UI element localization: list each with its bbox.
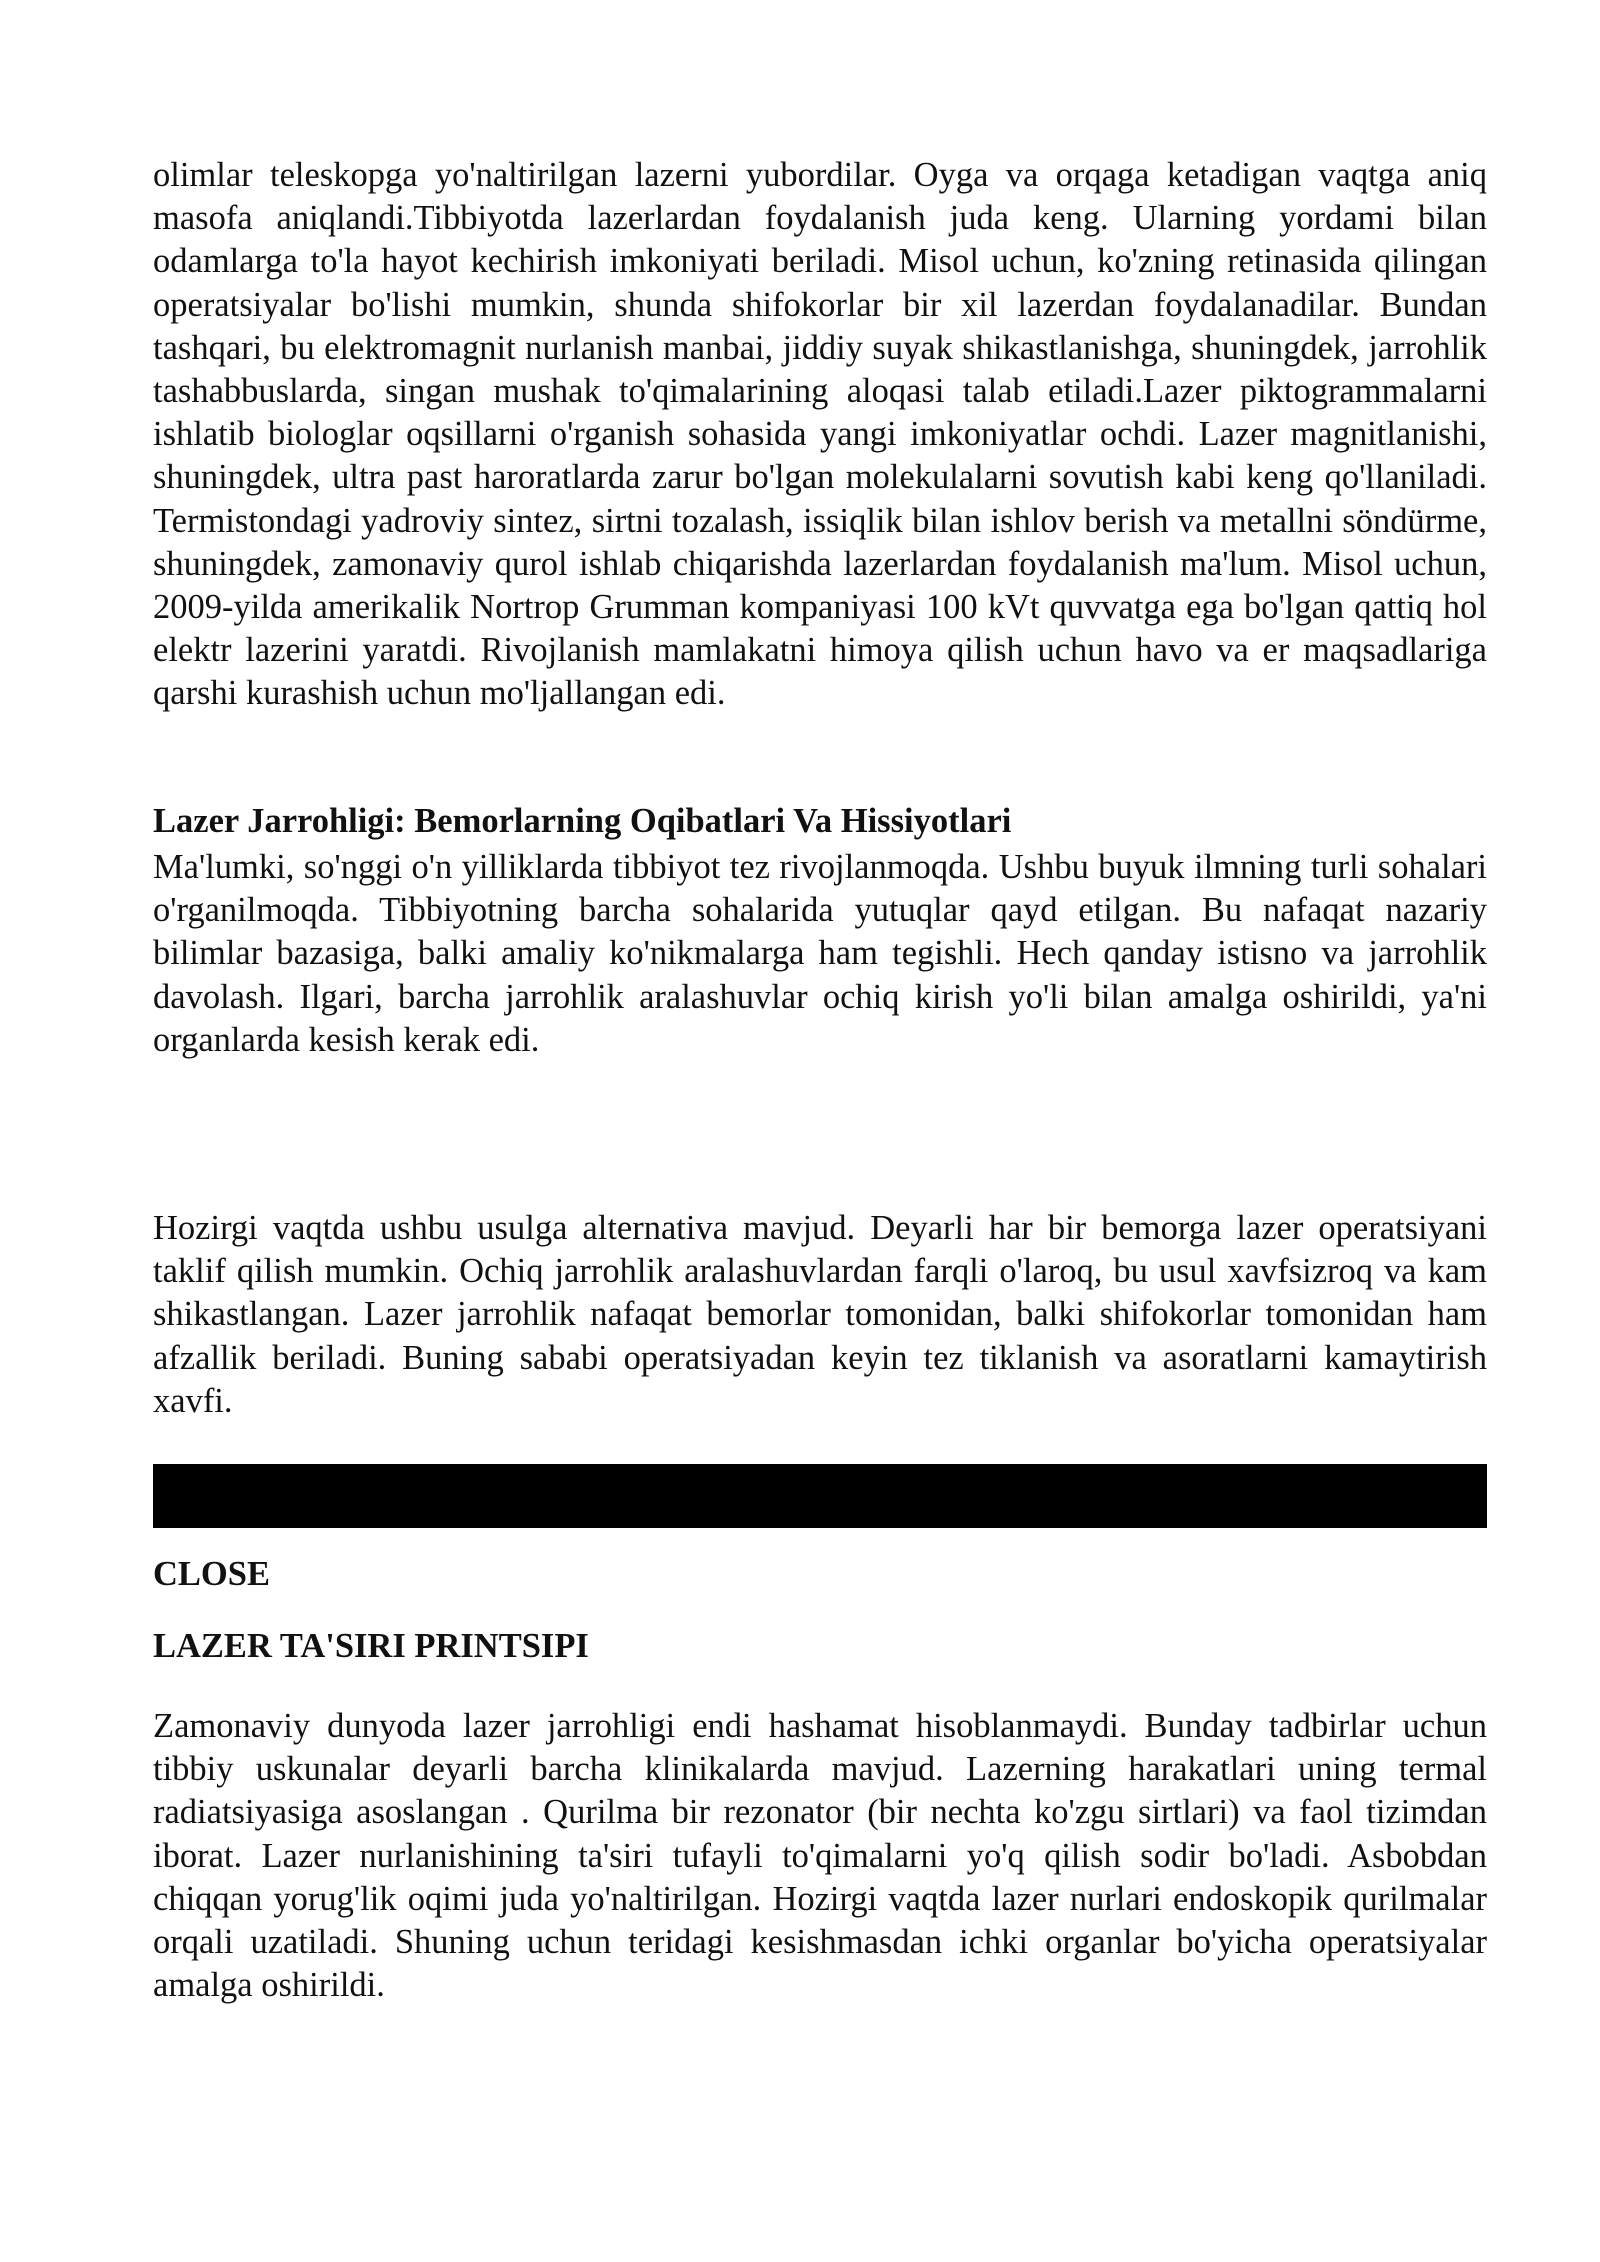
paragraph-medicine-progress: Ma'lumki, so'nggi o'n yilliklarda tibbiyot tez rivojlanmoqda. Ushbu buyuk ilmning turli sohalari o'rganilmoqda. Tibbiyotning barcha sohalarida yutuqlar qayd etilgan. Bu nafaqat nazariy bilimlar bazasiga, balki amaliy ko'nikmalarga ham tegishli. Hech qanday istisno va jarrohlik davolash. Ilgari, barcha jarrohlik aralashuvlar ochiq kirish yo'li bilan amalga oshirildi, ya'ni organlarda kesish kerak edi. (153, 848, 1487, 1059)
paragraph-alternative-method: Hozirgi vaqtda ushbu usulga alternativa mavjud. Deyarli har bir bemorga lazer operatsiyani taklif qilish mumkin. Ochiq jarrohlik aralashuvlardan farqli o'laroq, bu usul xavfsizroq va kam shikastlangan. Lazer jarrohlik nafaqat bemorlar tomonidan, balki shifokorlar tomonidan ham afzallik beriladi. Buning sababi operatsiyadan keyin tez tiklanish va asoratlarni kamaytirish xavfi. (153, 1209, 1487, 1420)
black-banner-bar (153, 1464, 1487, 1528)
section-heading-laser-principle: LAZER TA'SIRI PRINTSIPI (153, 1627, 589, 1665)
body-paragraph (153, 1705, 1487, 2007)
body-paragraph (153, 846, 1487, 1062)
close-block[interactable] (153, 1553, 1487, 1596)
section-heading-block (153, 800, 1487, 843)
section-heading-laser-surgery: Lazer Jarrohligi: Bemorlarning Oqibatlari Va Hissiyotlari (153, 802, 1012, 840)
body-paragraph (153, 154, 1487, 716)
paragraph-laser-principle: Zamonaviy dunyoda lazer jarrohligi endi hashamat hisoblanmaydi. Bunday tadbirlar uchun tibbiy uskunalar deyarli barcha klinikalarda mavjud. Lazerning harakatlari uning termal radiatsiyasiga asoslangan . Qurilma bir rezonator (bir nechta ko'zgu sirtlari) va faol tizimdan iborat. Lazer nurlanishining ta'siri tufayli to'qimalarni yo'q qilish sodir bo'ladi. Asbobdan chiqqan yorug'lik oqimi juda yo'naltirilgan. Hozirgi vaqtda lazer nurlari endoskopik qurilmalar orqali uzatiladi. Shuning uchun teridagi kesishmasdan ichki organlar bo'yicha operatsiyalar amalga oshirildi. (153, 1707, 1487, 2005)
body-paragraph (153, 1207, 1487, 1423)
section-heading-block (153, 1625, 1487, 1668)
paragraph-lasers-in-medicine: olimlar teleskopga yo'naltirilgan lazerni yubordilar. Oyga va orqaga ketadigan vaqtga aniq masofa aniqlandi.Tibbiyotda lazerlardan foydalanish juda keng. Ularning yordami bilan odamlarga to'la hayot kechirish imkoniyati beriladi. Misol uchun, ko'zning retinasida qilingan operatsiyalar bo'lishi mumkin, shunda shifokorlar bir xil lazerdan foydalanadilar. Bundan tashqari, bu elektromagnit nurlanish manbai, jiddiy suyak shikastlanishga, shuningdek, jarrohlik tashabbuslarda, singan mushak to'qimalarining aloqasi talab etiladi.Lazer piktogrammalarni ishlatib biologlar oqsillarni o'rganish sohasida yangi imkoniyatlar ochdi. Lazer magnitlanishi, shuningdek, ultra past haroratlarda zarur bo'lgan molekulalarni sovutish kabi keng qo'llaniladi. Termistondagi yadroviy sintez, sirtni tozalash, issiqlik bilan ishlov berish va metallni söndürme, shuningdek, zamonaviy qurol ishlab chiqarishda lazerlardan foydalanish ma'lum. Misol uchun, 2009-yilda amerikalik Nortrop Grumman kompaniyasi 100 kVt quvvatga ega bo'lgan qattiq hol elektr lazerini yaratdi. Rivojlanish mamlakatni himoya qilish uchun havo va er maqsadlariga qarshi kurashish uchun mo'ljallangan edi. (153, 156, 1487, 713)
close-button[interactable]: CLOSE (153, 1555, 270, 1593)
